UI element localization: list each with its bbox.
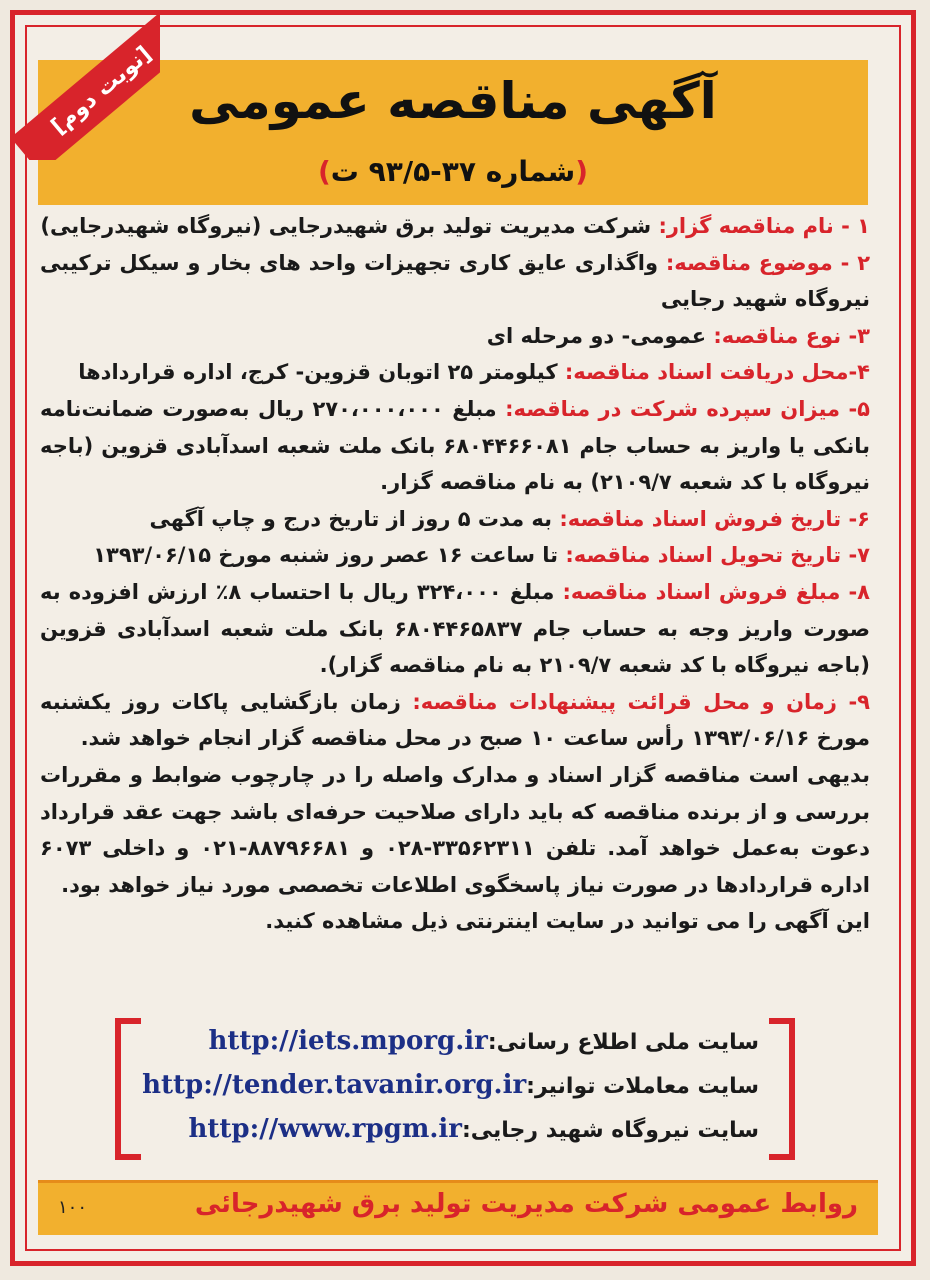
item-text: عمومی- دو مرحله ای — [486, 323, 714, 348]
link-url-rpgm[interactable]: http://www.rpgm.ir — [188, 1114, 462, 1144]
item-text: زمان بازگشایی پاکات روز یکشنبه مورخ ۱۳۹۳/۰۶/۱۶ رأس ساعت ۱۰ صبح در محل مناقصه گزار انجام خواهد شد. — [40, 689, 870, 751]
link-row-iets — [208, 1026, 759, 1056]
item-9 — [40, 684, 870, 757]
link-label: سایت نیروگاه شهید رجایی: — [461, 1118, 759, 1143]
bracket-cap — [769, 1154, 789, 1160]
footer-code: ۱۰۰ — [58, 1197, 88, 1218]
item-label: ۱ - نام مناقصه گزار: — [658, 214, 870, 238]
item-7 — [40, 537, 870, 574]
notice-body — [40, 208, 870, 940]
item-label: ۴-محل دریافت اسناد مناقصه: — [564, 360, 870, 385]
bracket-cap — [121, 1018, 141, 1024]
footer-band — [38, 1180, 878, 1235]
web-note: این آگهی را می توانید در سایت اینترنتی ذیل مشاهده کنید. — [265, 909, 870, 934]
item-text: مبلغ ۲۷۰،۰۰۰،۰۰۰ ریال به‌صورت ضمانت‌نامه بانکی یا واریز به حساب جام ۶۸۰۴۴۶۶۰۸۱ بانک ملت شعبه اسدآبادی قزوین (باجه نیروگاه با کد شعبه ۲۱۰۹/۷) به نام مناقصه گزار. — [40, 396, 870, 495]
item-label: ۵- میزان سپرده شرکت در مناقصه: — [505, 396, 870, 421]
item-label: ۹- زمان و محل قرائت پیشنهادات مناقصه: — [412, 689, 870, 714]
item-label: ۷- تاریخ تحویل اسناد مناقصه: — [565, 543, 870, 568]
footer-publisher: روابط عمومی شرکت مدیریت تولید برق شهیدرجائی — [194, 1189, 858, 1219]
bracket-cap — [769, 1018, 789, 1024]
item-label: ۶- تاریخ فروش اسناد مناقصه: — [559, 506, 870, 531]
link-url-tavanir[interactable]: http://tender.tavanir.org.ir — [142, 1070, 527, 1100]
item-text: شرکت مدیریت تولید برق شهیدرجایی (نیروگاه شهیدرجایی) — [40, 214, 659, 238]
link-row-tavanir — [142, 1070, 759, 1100]
item-8 — [40, 574, 870, 684]
link-label: سایت ملی اطلاع رسانی: — [487, 1030, 759, 1055]
item-text: واگذاری عایق کاری تجهیزات واحد های بخار و سیکل ترکیبی نیروگاه شهید رجایی — [40, 250, 870, 312]
item-4 — [40, 354, 870, 391]
number-paren-close: ) — [317, 155, 331, 188]
notice-title: آگهی مناقصه عمومی — [189, 72, 717, 130]
item-label: ۲ - موضوع مناقصه: — [665, 250, 871, 275]
item-label: ۳- نوع مناقصه: — [713, 323, 870, 348]
link-label: سایت معاملات توانیر: — [526, 1074, 759, 1099]
item-5 — [40, 391, 870, 501]
bracket-cap — [121, 1154, 141, 1160]
item-text: به مدت ۵ روز از تاریخ درج و چاپ آگهی — [149, 506, 560, 531]
link-row-rpgm — [189, 1114, 760, 1144]
item-text: کیلومتر ۲۵ اتوبان قزوین- کرج، اداره قراردادها — [78, 360, 565, 385]
notice-number-text: شماره ۳۷-۹۳/۵ ت — [330, 155, 576, 188]
links-box — [115, 1018, 795, 1160]
closing-paragraph: بدیهی است مناقصه گزار اسناد و مدارک واصله را در چارچوب ضوابط و مقررات بررسی و از برنده مناقصه که باید دارای صلاحیت حرفه‌ای باشد جهت عقد قرارداد دعوت به‌عمل خواهد آمد. تلفن ۳۳۵۶۲۳۱۱-۰۲۸ و ۸۸۷۹۶۶۸۱-۰۲۱ و داخلی ۶۰۷۳ اداره قراردادها در صورت نیاز پاسخگوی اطلاعات تخصصی مورد نیاز خواهد بود. — [40, 762, 870, 897]
number-paren-open: ( — [575, 155, 588, 188]
item-text: مبلغ ۳۲۴،۰۰۰ ریال با احتساب ۸٪ ارزش افزوده به صورت واریز وجه به حساب جام ۶۸۰۴۴۶۵۸۳۷ بانک ملت شعبه اسدآبادی قزوین (باجه نیروگاه با کد شعبه ۲۱۰۹/۷ به نام مناقصه گزار). — [40, 579, 870, 678]
notice-number — [38, 155, 868, 188]
link-url-iets[interactable]: http://iets.mporg.ir — [208, 1026, 488, 1056]
item-3 — [40, 318, 870, 355]
item-2 — [40, 245, 870, 318]
item-6 — [40, 501, 870, 538]
item-label: ۸- مبلغ فروش اسناد مناقصه: — [562, 579, 870, 604]
item-1 — [40, 208, 870, 245]
item-text: تا ساعت ۱۶ عصر روز شنبه مورخ ۱۳۹۳/۰۶/۱۵ — [93, 543, 566, 568]
second-round-badge: [نوبت دوم] — [11, 10, 160, 160]
